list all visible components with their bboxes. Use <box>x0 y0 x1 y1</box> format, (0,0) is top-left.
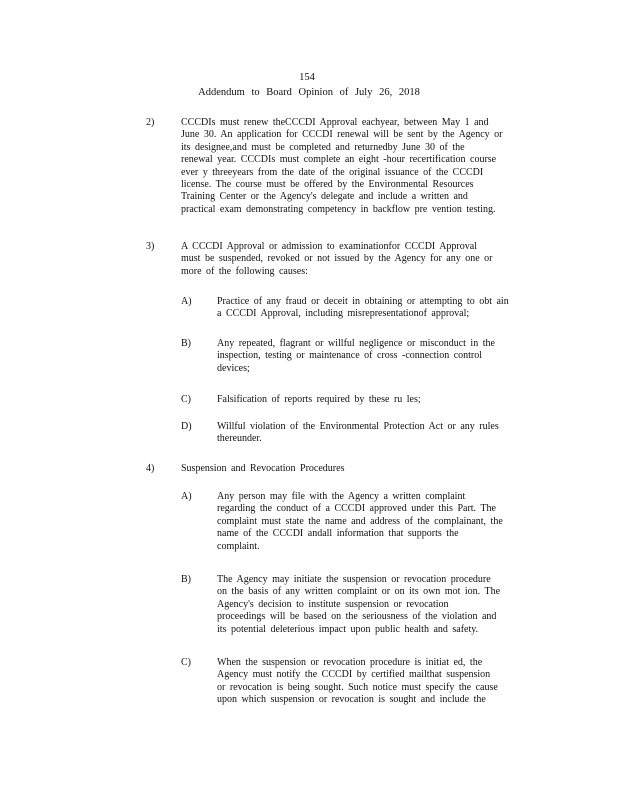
text-line: Practice of any fraud or deceit in obtaining or attempting to obt ain <box>217 296 509 307</box>
text-line: complaint must state the name and address of the complainant, the <box>217 515 503 527</box>
text-line: on the basis of any written complaint or on its own mot ion. The <box>217 586 501 598</box>
item-text <box>217 394 535 406</box>
text-line: its potential deleterious impact upon public health and safety. <box>217 623 479 635</box>
text-line: Agency must notify the CCCDI by certified mailthat suspension <box>217 669 491 681</box>
item-text <box>217 657 535 707</box>
item-letter: A) <box>181 491 192 502</box>
text-line: A CCCDI Approval or admission to examinationfor CCCDI Approval <box>181 241 477 252</box>
item-letter: D) <box>181 421 192 432</box>
page-title: Addendum to Board Opinion of July 26, 2018 <box>198 87 420 98</box>
section-2-text <box>181 117 535 216</box>
text-line: Any repeated, flagrant or willful negligence or misconduct in the <box>217 338 495 349</box>
text-line: Agency's decision to institute suspension or revocation <box>217 598 449 610</box>
item-letter: B) <box>181 574 191 585</box>
text-line: or revocation is being sought. Such notice must specify the cause <box>217 681 498 693</box>
item-text <box>217 574 535 636</box>
text-line: complaint. <box>217 540 260 552</box>
item-text <box>217 296 535 321</box>
text-line: its designee,and must be completed and returnedby June 30 of the <box>181 141 465 153</box>
item-text <box>217 421 535 446</box>
section-heading <box>181 463 535 475</box>
item-letter: B) <box>181 338 191 349</box>
item-text <box>217 491 535 553</box>
text-line: June 30. An application for CCCDI renewal will be sent by the Agency or <box>181 129 503 141</box>
section-3-text <box>181 241 535 278</box>
text-line: upon which suspension or revocation is sought and include the <box>217 694 486 706</box>
text-line: proceedings will be based on the seriousness of the violation and <box>217 611 497 623</box>
text-line: The Agency may initiate the suspension or revocation procedure <box>217 574 491 585</box>
text-line: ever y threeyears from the date of the original issuance of the CCCDI <box>181 166 484 178</box>
text-line: thereunder. <box>217 433 262 445</box>
text-line: devices; <box>217 362 250 374</box>
text-line: inspection, testing or maintenance of cross -connection control <box>217 350 483 362</box>
section-number: 3) <box>146 241 155 252</box>
text-line: Any person may file with the Agency a written complaint <box>217 491 466 502</box>
text-line: Training Center or the Agency's delegate and include a written and <box>181 191 468 203</box>
item-letter: C) <box>181 394 191 405</box>
item-text <box>217 338 535 375</box>
item-letter: C) <box>181 657 191 668</box>
text-line: Falsification of reports required by these ru les; <box>217 394 421 405</box>
text-line: a CCCDI Approval, including misrepresentationof approval; <box>217 308 470 320</box>
section-number: 4) <box>146 463 155 474</box>
page-number: 154 <box>299 72 315 83</box>
item-letter: A) <box>181 296 192 307</box>
text-line: practical exam demonstrating competency in backflow pre vention testing. <box>181 203 496 215</box>
section-number: 2) <box>146 117 155 128</box>
text-line: renewal year. CCCDIs must complete an eight -hour recertification course <box>181 154 497 166</box>
text-line: When the suspension or revocation procedure is initiat ed, the <box>217 657 483 668</box>
text-line: regarding the conduct of a CCCDI approved under this Part. The <box>217 503 496 515</box>
text-line: Suspension and Revocation Procedures <box>181 463 345 474</box>
text-line: license. The course must be offered by the Environmental Resources <box>181 179 474 191</box>
text-line: Willful violation of the Environmental Protection Act or any rules <box>217 421 499 432</box>
text-line: name of the CCCDI andall information that supports the <box>217 528 459 540</box>
text-line: CCCDIs must renew theCCCDI Approval eachyear, between May 1 and <box>181 117 489 128</box>
text-line: more of the following causes: <box>181 265 308 277</box>
text-line: must be suspended, revoked or not issued by the Agency for any one or <box>181 253 493 265</box>
